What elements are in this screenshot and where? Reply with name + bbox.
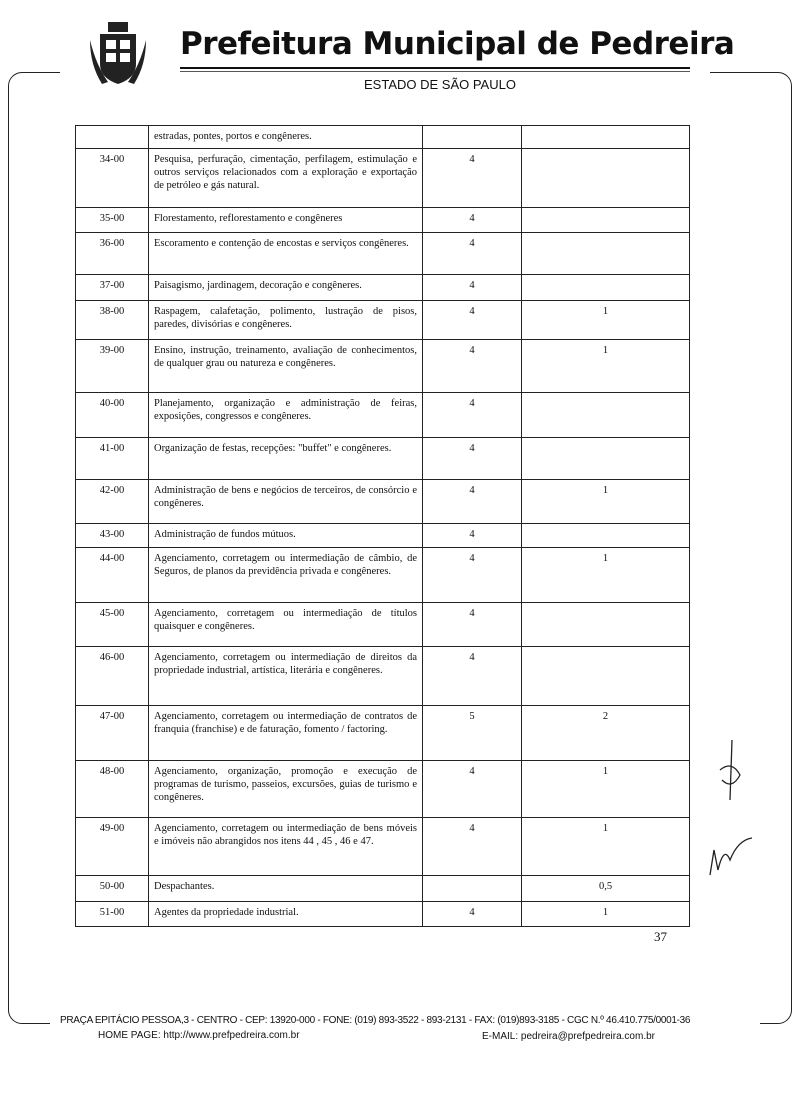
item-description: Agenciamento, organização, promoção e execução de programas de turismo, passeios, excursões, guias de turismo e congêneres. <box>149 761 423 818</box>
table-row <box>76 818 690 876</box>
item-description: Agenciamento, corretagem ou intermediação de títulos quaisquer e congêneres. <box>149 603 423 647</box>
rate-value-1: 4 <box>423 647 522 706</box>
item-description: Pesquisa, perfuração, cimentação, perfilagem, estimulação e outros serviços relacionados com a exploração e exportação de petróleo e gás natural. <box>149 149 423 208</box>
item-code <box>76 126 149 149</box>
item-description: Agenciamento, corretagem ou intermediação de bens móveis e imóveis não abrangidos nos itens 44 , 45 , 46 e 47. <box>149 818 423 876</box>
rate-value-2 <box>522 233 690 275</box>
table-row <box>76 393 690 438</box>
rate-value-2 <box>522 603 690 647</box>
rate-value-2 <box>522 647 690 706</box>
item-code: 40-00 <box>76 393 149 438</box>
item-description: Agenciamento, corretagem ou intermediação de direitos da propriedade industrial, artística, literária e congêneres. <box>149 647 423 706</box>
item-description: Raspagem, calafetação, polimento, lustração de pisos, paredes, divisórias e congêneres. <box>149 301 423 340</box>
signature-initials <box>712 740 752 810</box>
rate-value-1: 4 <box>423 301 522 340</box>
rate-value-1: 4 <box>423 233 522 275</box>
table-row <box>76 603 690 647</box>
rate-value-2: 1 <box>522 340 690 393</box>
rate-value-2 <box>522 275 690 301</box>
table-row <box>76 208 690 233</box>
rate-value-1: 4 <box>423 275 522 301</box>
item-code: 38-00 <box>76 301 149 340</box>
service-rates-table <box>75 125 690 927</box>
rate-value-1: 4 <box>423 902 522 927</box>
item-code: 35-00 <box>76 208 149 233</box>
table-row <box>76 233 690 275</box>
item-code: 51-00 <box>76 902 149 927</box>
title-rule <box>180 67 690 69</box>
rate-value-2: 2 <box>522 706 690 761</box>
item-description: Organização de festas, recepções: "buffet" e congêneres. <box>149 438 423 480</box>
rate-value-2 <box>522 126 690 149</box>
page-subtitle: ESTADO DE SÃO PAULO <box>364 77 516 92</box>
rate-value-2: 1 <box>522 548 690 603</box>
footer-homepage: HOME PAGE: http://www.prefpedreira.com.br <box>98 1030 300 1041</box>
rate-value-1 <box>423 876 522 902</box>
item-description: Planejamento, organização e administração de feiras, exposições, congressos e congêneres. <box>149 393 423 438</box>
item-description: Administração de bens e negócios de terceiros, de consórcio e congêneres. <box>149 480 423 524</box>
item-description: Ensino, instrução, treinamento, avaliação de conhecimentos, de qualquer grau ou natureza e congêneres. <box>149 340 423 393</box>
item-description: Florestamento, reflorestamento e congêneres <box>149 208 423 233</box>
table-row <box>76 149 690 208</box>
item-code: 46-00 <box>76 647 149 706</box>
rate-value-2 <box>522 149 690 208</box>
item-code: 43-00 <box>76 524 149 548</box>
rate-value-2 <box>522 524 690 548</box>
signature-rubric <box>706 830 756 880</box>
rate-value-1 <box>423 126 522 149</box>
table-row <box>76 902 690 927</box>
table-row <box>76 548 690 603</box>
rate-value-2: 0,5 <box>522 876 690 902</box>
table-row <box>76 438 690 480</box>
rate-value-1: 5 <box>423 706 522 761</box>
rate-value-1: 4 <box>423 603 522 647</box>
rate-value-2: 1 <box>522 480 690 524</box>
page-number: 37 <box>654 929 667 944</box>
rate-value-1: 4 <box>423 524 522 548</box>
rate-value-1: 4 <box>423 393 522 438</box>
table-row <box>76 301 690 340</box>
rate-value-1: 4 <box>423 208 522 233</box>
table-row <box>76 706 690 761</box>
table-row <box>76 275 690 301</box>
rate-value-1: 4 <box>423 548 522 603</box>
item-description: Despachantes. <box>149 876 423 902</box>
footer-address: PRAÇA EPITÁCIO PESSOA,3 - CENTRO - CEP: 13920-000 - FONE: (019) 893-3522 - 893-2131 - FAX: (019)893-3185 - CGC N.º 46.410.775/0001-36 <box>60 1015 691 1026</box>
item-code: 42-00 <box>76 480 149 524</box>
table-row <box>76 126 690 149</box>
table-row <box>76 647 690 706</box>
item-code: 48-00 <box>76 761 149 818</box>
rate-value-1: 4 <box>423 149 522 208</box>
item-description: estradas, pontes, portos e congêneres. <box>149 126 423 149</box>
rate-value-2 <box>522 393 690 438</box>
page-title: Prefeitura Municipal de Pedreira <box>180 26 735 62</box>
rate-value-1: 4 <box>423 761 522 818</box>
item-code: 37-00 <box>76 275 149 301</box>
table-row <box>76 876 690 902</box>
item-code: 49-00 <box>76 818 149 876</box>
coat-of-arms-logo <box>88 20 148 90</box>
item-code: 45-00 <box>76 603 149 647</box>
footer-email: E-MAIL: pedreira@prefpedreira.com.br <box>482 1031 655 1042</box>
rate-value-2: 1 <box>522 818 690 876</box>
item-code: 36-00 <box>76 233 149 275</box>
table-row <box>76 524 690 548</box>
rate-value-1: 4 <box>423 340 522 393</box>
item-description: Paisagismo, jardinagem, decoração e congêneres. <box>149 275 423 301</box>
rate-value-1: 4 <box>423 480 522 524</box>
rate-value-1: 4 <box>423 818 522 876</box>
item-code: 50-00 <box>76 876 149 902</box>
rate-value-2: 1 <box>522 761 690 818</box>
rate-value-2 <box>522 208 690 233</box>
table-row <box>76 480 690 524</box>
rate-value-1: 4 <box>423 438 522 480</box>
item-code: 44-00 <box>76 548 149 603</box>
rate-value-2: 1 <box>522 301 690 340</box>
table-row <box>76 761 690 818</box>
item-code: 41-00 <box>76 438 149 480</box>
item-description: Escoramento e contenção de encostas e serviços congêneres. <box>149 233 423 275</box>
title-rule-secondary <box>180 71 690 72</box>
item-code: 39-00 <box>76 340 149 393</box>
item-description: Agentes da propriedade industrial. <box>149 902 423 927</box>
rate-value-2: 1 <box>522 902 690 927</box>
item-description: Agenciamento, corretagem ou intermediação de contratos de franquia (franchise) e de faturação, fomento / factoring. <box>149 706 423 761</box>
rate-value-2 <box>522 438 690 480</box>
item-description: Administração de fundos mútuos. <box>149 524 423 548</box>
table-row <box>76 340 690 393</box>
item-code: 47-00 <box>76 706 149 761</box>
item-code: 34-00 <box>76 149 149 208</box>
item-description: Agenciamento, corretagem ou intermediação de câmbio, de Seguros, de planos da previdência privada e congêneres. <box>149 548 423 603</box>
